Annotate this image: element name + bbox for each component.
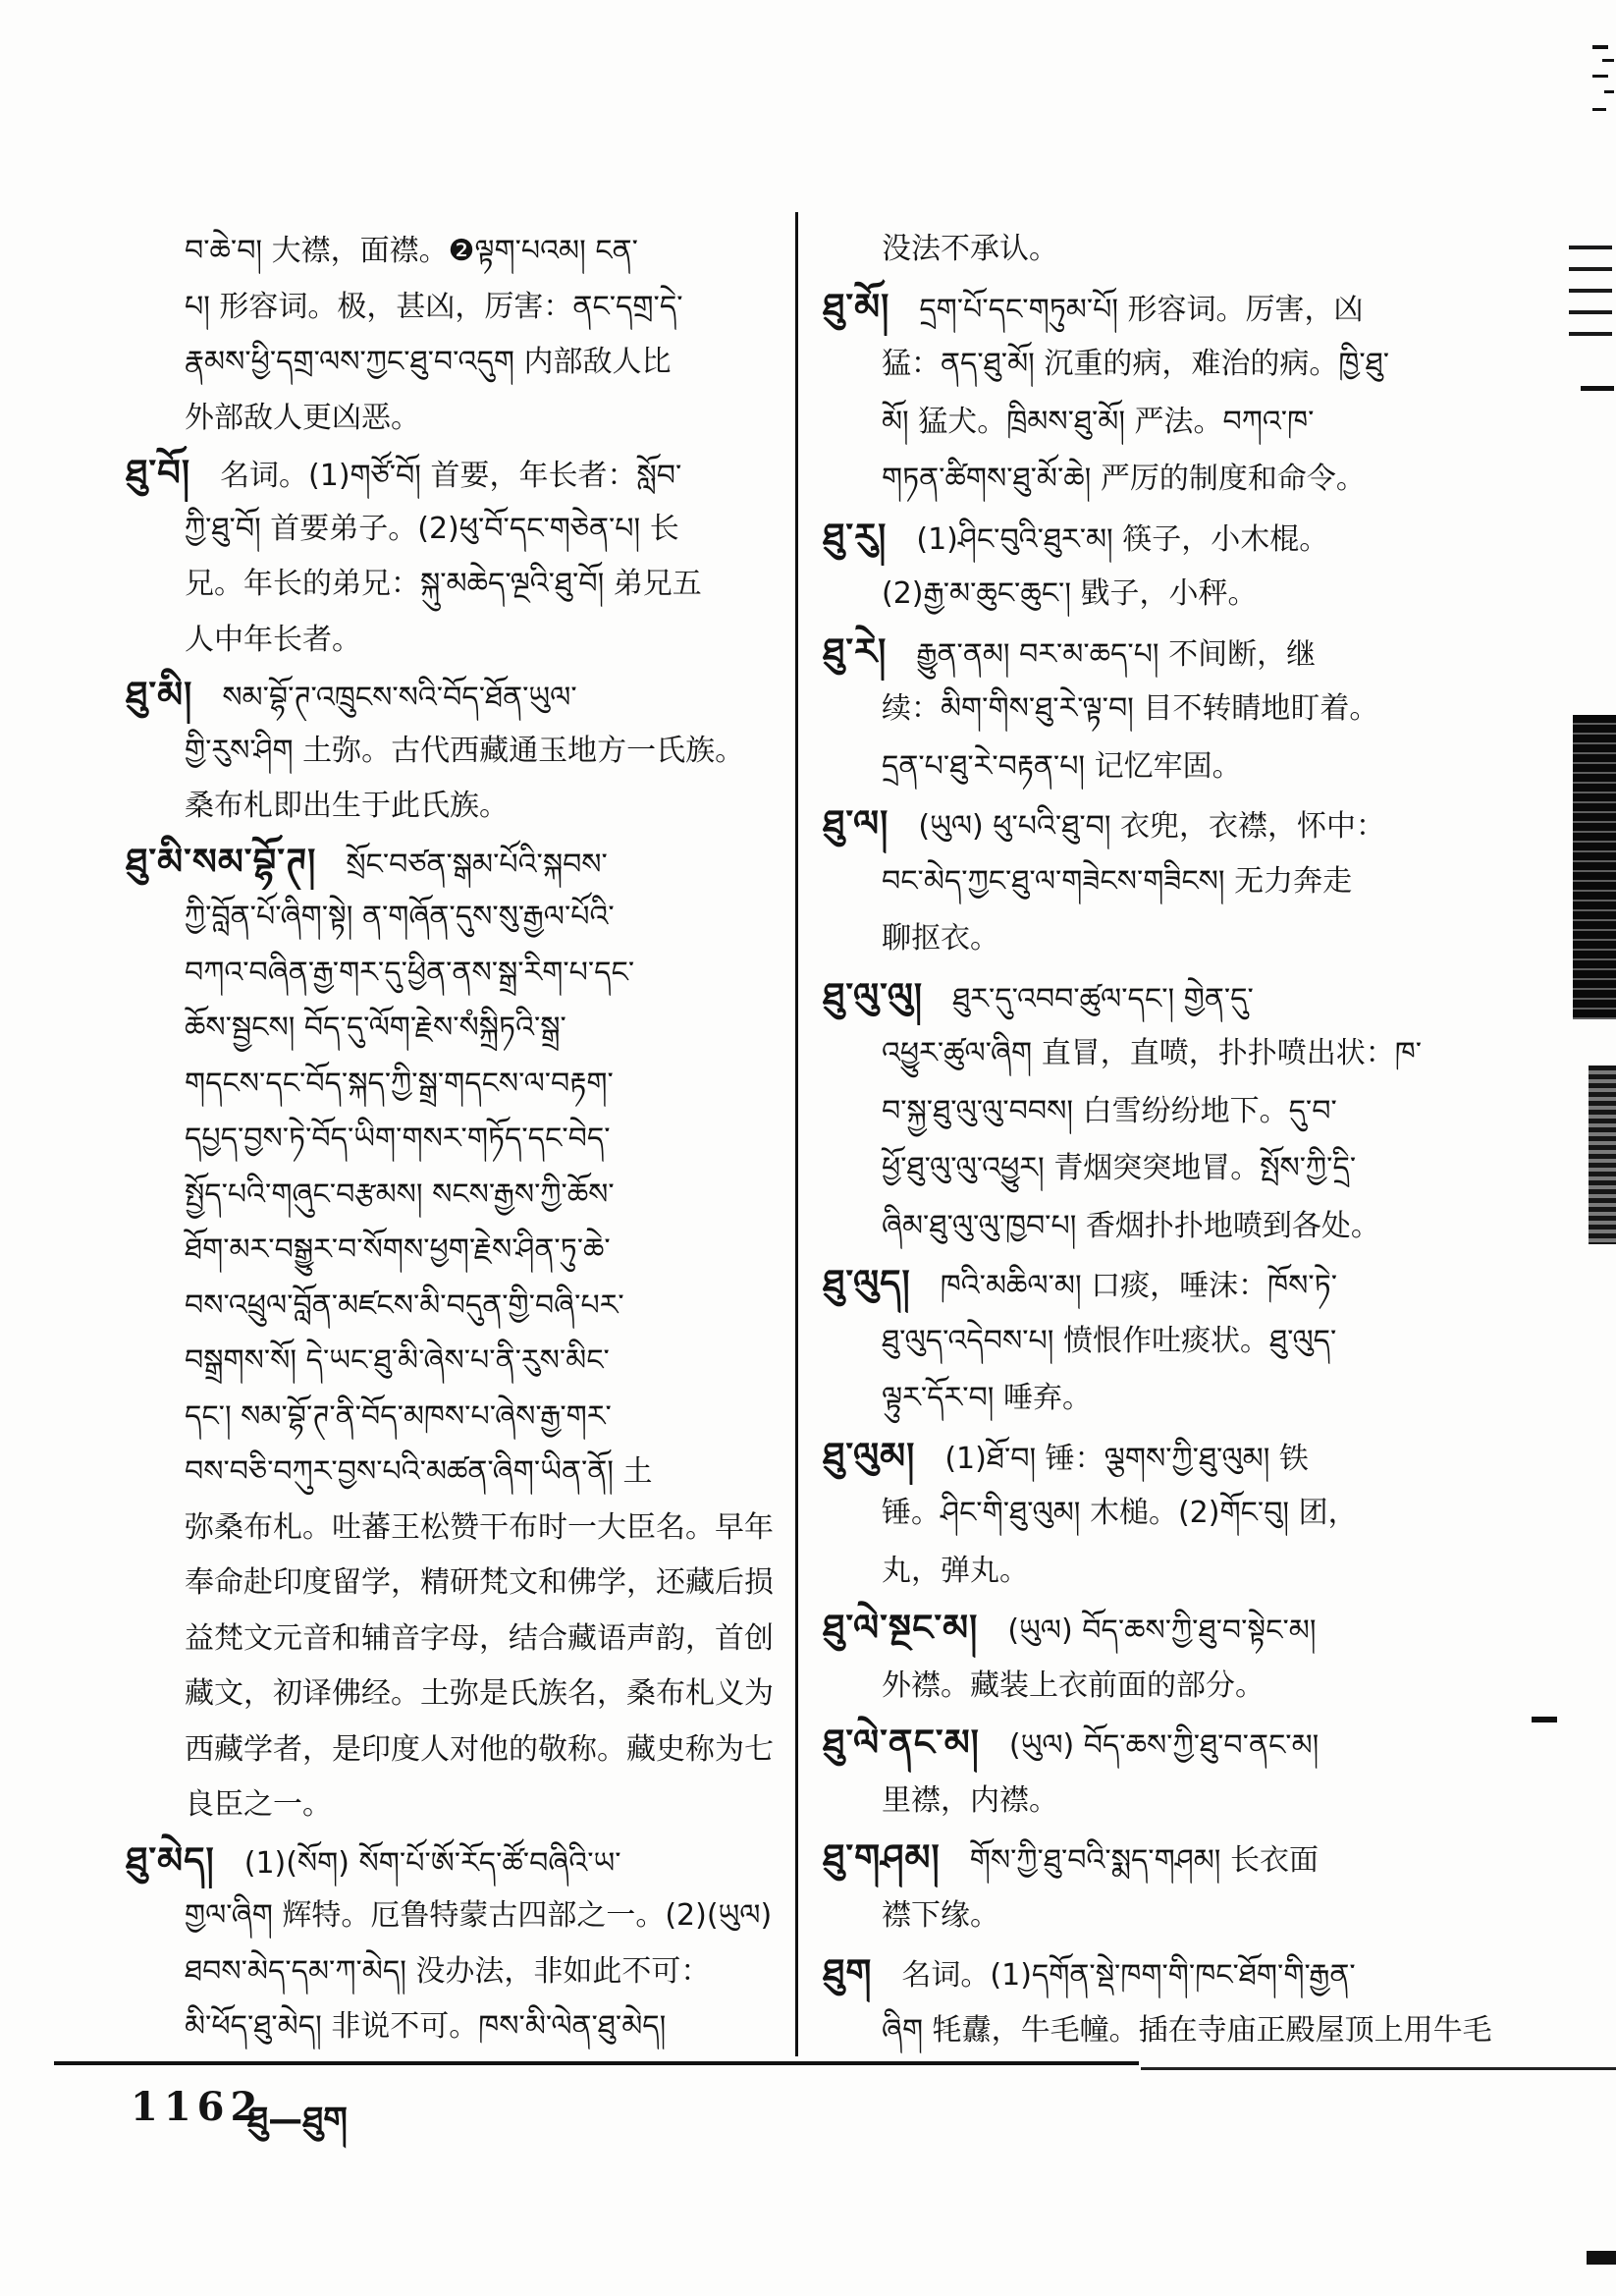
dict-line — [126, 1722, 803, 1778]
entry-headword: ཐུ་ལུ་ལུ། — [823, 974, 924, 1017]
guide-word: ཐུ—ཐུག — [247, 2101, 348, 2140]
dict-line — [823, 1658, 1537, 1716]
line-text: 西藏学者，是印度人对他的敬称。藏史称为七 — [185, 1731, 774, 1767]
dict-line — [126, 946, 803, 1002]
line-text: དང་། སམ་བྷོ་ཊ་ནི་བོད་མཁས་པ་ཞེས་རྒྱ་གར་ — [185, 1398, 612, 1434]
line-text: རྒྱུན་ནམ། བར་མ་ཆད་པ། 不间断，继 — [916, 636, 1317, 672]
line-text: 丸，弹丸。 — [882, 1553, 1029, 1588]
dict-line — [823, 1773, 1537, 1831]
line-text: རྣམས་ཕྱི་དགྲ་ལས་ཀྱང་ཐུ་བ་འདུག 内部敌人比 — [185, 345, 672, 379]
line-text: ཆོས་སྦྱངས། བོད་དུ་ལོག་རྗེས་སཾསྐྲིཏའི་སྒྲ་ — [185, 1011, 566, 1045]
dict-line — [823, 566, 1537, 624]
line-text: ཁའི་མཆིལ་མ། 口痰，唾沫：ཁོས་ཏེ་ — [940, 1269, 1338, 1303]
line-text: 续：མིག་གིས་ཐུ་རེ་ལྟ་བ། 目不转睛地盯着。 — [882, 691, 1379, 726]
left-column — [126, 224, 803, 2055]
dict-line — [823, 738, 1537, 796]
line-text: བསྒྲགས་སོ། དེ་ཡང་ཐུ་མི་ཞེས་པ་ནི་རུས་མིང་ — [185, 1343, 610, 1378]
dict-line — [823, 1944, 1537, 2002]
line-text: 襟下缘。 — [882, 1897, 999, 1933]
scan-artifact-dash — [1592, 108, 1606, 111]
line-text: གོས་ཀྱི་ཐུ་བའི་སྨད་གཤམ། 长衣面 — [969, 1843, 1319, 1878]
dict-line — [126, 1833, 803, 1889]
dict-line — [126, 1390, 803, 1446]
line-text: (ཡུལ) བོད་ཆས་ཀྱི་ཐུ་བ་སྟེང་མ། — [1007, 1613, 1317, 1648]
line-text: ཕྱོ་ཐུ་ལུ་ལུ་འཕྱུར། 青烟突突地冒。སྤོས་ཀྱི་དྲི་ — [882, 1151, 1357, 1185]
entry-headword: ཐུ་མེད། — [126, 1838, 215, 1882]
dict-line — [126, 1556, 803, 1612]
dict-line — [126, 779, 803, 835]
dict-line — [823, 1313, 1537, 1371]
scan-artifact-dash — [1532, 1717, 1557, 1722]
dict-line — [126, 1057, 803, 1113]
dict-line — [126, 1777, 803, 1833]
line-text: སྲོང་བཙན་སྒམ་པོའི་སྐབས་ — [346, 847, 608, 882]
dict-line — [126, 557, 803, 613]
line-text: གཏན་ཚིགས་ཐུ་མོ་ཆེ། 严厉的制度和命令。 — [882, 462, 1366, 496]
dict-line — [126, 224, 803, 280]
dict-line — [823, 394, 1537, 452]
dict-line — [823, 279, 1537, 337]
dict-line — [126, 1001, 803, 1057]
entry-headword: ཐུ་རུ། — [823, 515, 888, 558]
line-text: ཐབས་མེད་དམ་ཀ་མེད། 没办法，非如此不可： — [185, 1953, 711, 1989]
dict-line — [126, 391, 803, 447]
dict-line — [126, 280, 803, 336]
entry-headword: ཐུ་ལ། — [823, 802, 889, 845]
entry-headword: ཐུ་རེ། — [823, 629, 888, 673]
dict-line — [126, 1667, 803, 1722]
right-column — [823, 221, 1537, 2059]
line-text: བང་མེད་ཀྱང་ཐུ་ལ་གཟེངས་གཟིངས། 无力奔走 — [882, 863, 1353, 899]
line-text: 外部敌人更凶恶。 — [185, 400, 420, 435]
page-number: 1162 — [131, 2084, 264, 2130]
dict-line — [126, 1999, 803, 2055]
line-text: (ཡུལ) བོད་ཆས་ཀྱི་ཐུ་བ་ནང་མ། — [1008, 1728, 1320, 1763]
line-text: 兄。年长的弟兄：སྐུ་མཆེད་ལྔའི་ཐུ་བོ། 弟兄五 — [185, 567, 702, 601]
dict-line — [126, 1888, 803, 1944]
entry-headword: ཐུ་གཤམ། — [823, 1836, 941, 1879]
dict-line — [126, 613, 803, 669]
scan-artifact-corner-mark — [1587, 2251, 1616, 2265]
line-text: 藏文，初译佛经。土弥是氏族名，桑布札义为 — [185, 1676, 774, 1711]
dict-line — [823, 2002, 1537, 2060]
line-text: ཀྱི་བློན་པོ་ཞིག་སྟེ། ན་གཞོན་དུས་སུ་རྒྱལ་པོའི་ — [185, 900, 615, 934]
dict-line — [823, 1255, 1537, 1313]
line-text: བས་འཕྲུལ་བློན་མཛངས་མི་བདུན་གྱི་བཞི་པར་ — [185, 1287, 624, 1323]
line-text: (2)རྒྱ་མ་ཆུང་ཆུང་། 戥子，小秤。 — [882, 576, 1258, 611]
entry-headword: ཐུ་ལུམ། — [823, 1434, 916, 1477]
line-text: ལྟུར་དོར་བ། 唾弃。 — [882, 1381, 1092, 1415]
dict-line — [126, 1112, 803, 1168]
line-text: 猛：ནད་ཐུ་མོ། 沉重的病，难治的病。ཁྱི་ཐུ་ — [882, 347, 1390, 381]
dict-line — [823, 795, 1537, 853]
dict-line — [823, 968, 1537, 1026]
scan-artifact-dash — [1592, 75, 1608, 78]
line-text: བ་ཆེ་བ། 大襟，面襟。❷ལྟག་པའམ། ངན་ — [185, 234, 638, 268]
line-text: 没法不承认。 — [882, 232, 1058, 266]
dict-line — [823, 451, 1537, 509]
line-text: (1)(སོག) སོག་པོ་ཨོ་རོད་ཚོ་བཞིའི་ཡ་ — [243, 1845, 621, 1881]
entry-headword: ཐུ་བོ། — [126, 452, 191, 494]
entry-headword: ཐུ་མི། — [126, 674, 193, 716]
dict-line — [823, 1485, 1537, 1543]
dict-line — [823, 1715, 1537, 1773]
line-text: ཀྱི་ཐུ་བོ། 首要弟子。(2)ཕུ་བོ་དང་གཅེན་པ། 长 — [185, 511, 679, 546]
line-text: གྱི་རུས་ཤིག 土弥。古代西藏通玉地方一氏族。 — [185, 733, 745, 768]
dict-line — [126, 1223, 803, 1279]
footer-rule — [54, 2061, 1139, 2065]
scan-artifact-binding-streak — [1573, 715, 1616, 1019]
entry-headword: ཐུ་མོ། — [823, 285, 890, 328]
line-text: 益梵文元音和辅音字母，结合藏语声韵，首创 — [185, 1620, 774, 1656]
dict-line — [126, 890, 803, 946]
dict-line — [126, 335, 803, 391]
line-text: སྤྱོད་པའི་གཞུང་བརྩམས། སངས་རྒྱས་ཀྱི་ཆོས་ — [185, 1176, 615, 1212]
dict-line — [823, 221, 1537, 279]
dict-line — [126, 1612, 803, 1667]
dict-line — [126, 668, 803, 724]
line-text: དྲན་པ་ཐུ་རེ་བརྟན་པ། 记忆牢固。 — [882, 748, 1242, 784]
dict-line — [126, 835, 803, 891]
line-text: ཞིག 牦纛，牛毛幢。插在寺庙正殿屋顶上用牛毛 — [882, 2012, 1492, 2048]
line-text: བས་བཅི་བཀུར་བྱས་པའི་མཚན་ཞིག་ཡིན་ནོ། 土 — [185, 1454, 653, 1489]
column-divider — [795, 212, 798, 2056]
scan-artifact-binding-streak — [1589, 1066, 1616, 1244]
scan-artifact-dash — [1602, 59, 1614, 62]
dict-line — [823, 1140, 1537, 1198]
line-text: འཕྱུར་ཚུལ་ཞིག 直冒，直喷，扑扑喷出状：ཁ་ — [882, 1036, 1423, 1070]
line-text: 里襟，内襟。 — [882, 1782, 1058, 1818]
scan-artifact-dash — [1604, 90, 1614, 93]
scan-artifact-dash — [1581, 386, 1614, 391]
line-text: (ཡུལ) ཕུ་པའི་ཐུ་བ། 衣兜，衣襟，怀中： — [918, 809, 1386, 844]
line-text: 人中年长者。 — [185, 622, 361, 657]
line-text: (1)ཤིང་བུའི་ཐུར་མ། 筷子，小木棍。 — [916, 521, 1329, 557]
scan-artifact-ruler-marks — [1569, 246, 1612, 350]
line-text: 桑布札即出生于此氏族。 — [185, 789, 509, 823]
line-text: 名词。(1)གཙོ་བོ། 首要，年长者：སློབ་ — [220, 459, 682, 493]
dict-line — [823, 1428, 1537, 1486]
dict-line — [126, 1445, 803, 1501]
line-text: བཀའ་བཞིན་རྒྱ་གར་དུ་ཕྱིན་ནས་སྒྲ་རིག་པ་དང་ — [185, 955, 635, 990]
dict-line — [126, 1168, 803, 1224]
entry-headword: ཐུག — [823, 1951, 873, 1994]
line-text: ཐོག་མར་བསྒྱུར་བ་སོགས་ཕྱག་རྗེས་ཤིན་ཏུ་ཆེ་ — [185, 1232, 611, 1267]
line-text: 良臣之一。 — [185, 1787, 332, 1822]
dict-line — [823, 624, 1537, 682]
dict-line — [126, 502, 803, 558]
dict-line — [823, 1830, 1537, 1887]
dict-line — [126, 446, 803, 502]
entry-headword: ཐུ་ལེ་སྔང་མ། — [823, 1607, 979, 1649]
line-text: གདངས་དང་བོད་སྐད་ཀྱི་སྒྲ་གདངས་ལ་བརྟག་ — [185, 1066, 614, 1101]
dict-line — [823, 1198, 1537, 1256]
line-text: གྱལ་ཞིག 辉特。厄鲁特蒙古四部之一。(2)(ཡུལ) — [185, 1898, 773, 1933]
dict-line — [823, 1025, 1537, 1083]
footer-rule-right — [1141, 2067, 1616, 2070]
entry-headword: ཐུ་ལུད། — [823, 1262, 911, 1304]
entry-headword: ཐུ་མི་སམ་བྷོ་ཊ། — [126, 840, 317, 883]
dict-line — [126, 1944, 803, 2000]
line-text: དྲག་པོ་དང་གཏུམ་པོ། 形容词。厉害，凶 — [919, 292, 1364, 327]
line-text: སམ་བྷོ་ཊ་འཁྲུངས་སའི་བོད་ཐོན་ཡུལ་ — [222, 681, 577, 715]
line-text: 奉命赴印度留学，精研梵文和佛学，还藏后损 — [185, 1565, 774, 1600]
line-text: བ་སྐྱ་ཐུ་ལུ་ལུ་བབས། 白雪纷纷地下。དུ་བ་ — [882, 1093, 1337, 1128]
line-text: 名词。(1)དགོན་སྡེ་ཁག་གི་ཁང་ཐོག་གི་རྒྱན་ — [901, 1958, 1356, 1993]
dict-line — [126, 724, 803, 780]
dict-line — [823, 1600, 1537, 1658]
line-text: 聊抠衣。 — [882, 921, 999, 956]
scan-artifact-dash — [1592, 45, 1608, 49]
dict-line — [823, 509, 1537, 567]
line-text: (1)ཐོ་བ། 锤：ལྕགས་ཀྱི་ཐུ་ལུམ། 铁 — [944, 1441, 1309, 1476]
line-text: 外襟。藏装上衣前面的部分。 — [882, 1667, 1265, 1703]
dict-line — [823, 1083, 1537, 1141]
dict-line — [823, 910, 1537, 968]
entry-headword: ཐུ་ལེ་ནང་མ། — [823, 1722, 980, 1764]
dict-line — [126, 1501, 803, 1557]
dict-line — [126, 1334, 803, 1390]
dict-line — [823, 1887, 1537, 1945]
dict-line — [823, 681, 1537, 738]
dict-line — [823, 853, 1537, 911]
line-text: མོ། 猛犬。ཁྲིམས་ཐུ་མོ། 严法。བཀའ་ཁ་ — [882, 404, 1315, 439]
line-text: དཔྱད་བྱས་ཏེ་བོད་ཡིག་གསར་གཏོད་དང་བེད་ — [185, 1121, 611, 1156]
dict-line — [823, 336, 1537, 394]
line-text: ཞིམ་ཐུ་ལུ་ལུ་ཁྱབ་པ། 香烟扑扑地喷到各处。 — [882, 1208, 1380, 1243]
dict-line — [823, 1543, 1537, 1601]
line-text: མི་ཕོད་ཐུ་མེད། 非说不可。ཁས་མི་ལེན་ཐུ་མེད། — [185, 2009, 667, 2044]
line-text: 锤。ཤིང་གི་ཐུ་ལུམ། 木槌。(2)གོང་བུ། 团， — [882, 1496, 1358, 1530]
dict-line — [823, 1370, 1537, 1428]
line-text: 弥桑布札。吐蕃王松赞干布时一大臣名。早年 — [185, 1509, 774, 1545]
line-text: ཐུ་ལུད་འདེབས་པ། 愤恨作吐痰状。ཐུ་ལུད་ — [882, 1323, 1337, 1358]
dict-line — [126, 1279, 803, 1335]
line-text: ཐུར་དུ་འབབ་ཚུལ་དང་། གྱེན་དུ་ — [952, 981, 1254, 1016]
line-text: པ། 形容词。极，甚凶，厉害：ནང་དགྲ་དེ་ — [185, 289, 683, 324]
